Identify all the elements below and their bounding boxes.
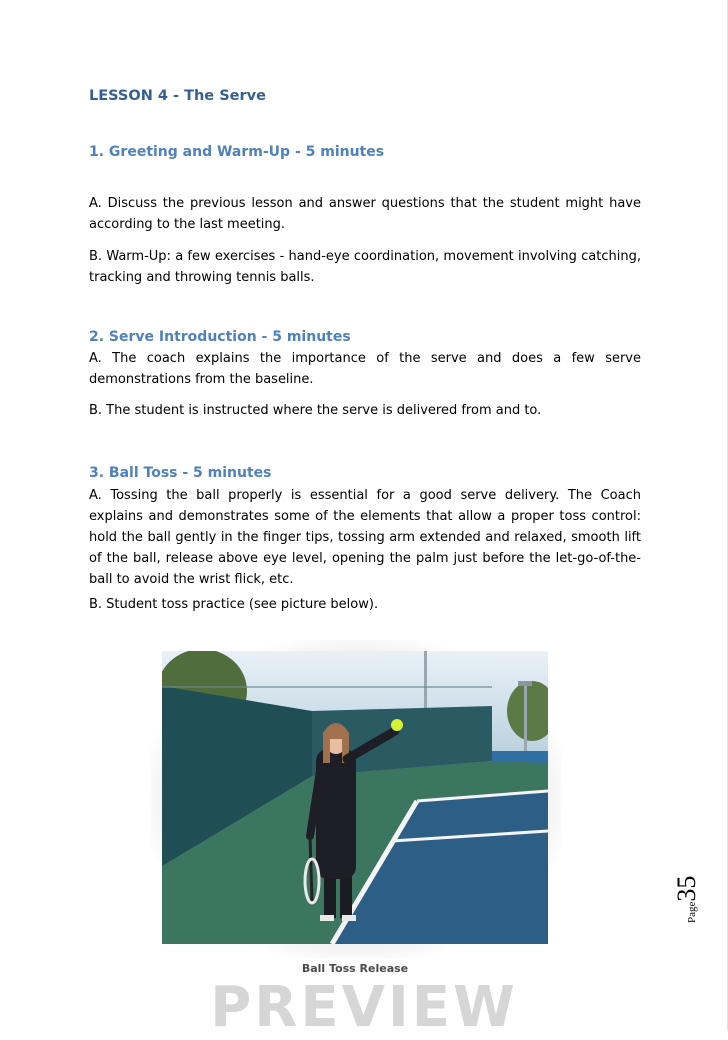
racket-handle: [310, 836, 312, 901]
section-1-paragraph-b: B. Warm-Up: a few exercises - hand-eye coordination, movement involving catching, tracking and throwing tennis balls.: [89, 249, 641, 285]
preview-watermark: PREVIEW: [210, 975, 518, 1040]
section-2-paragraph-a: A. The coach explains the importance of the serve and does a few serve demonstrations from the baseline.: [89, 351, 641, 387]
player-leg: [324, 876, 336, 918]
section-2-paragraph-b: B. The student is instructed where the serve is delivered from and to.: [89, 403, 542, 418]
page-number: [672, 853, 708, 923]
fence-rail: [162, 686, 492, 688]
ball-toss-photo: [162, 651, 548, 944]
shoe: [320, 915, 334, 921]
section-3-paragraph-b: B. Student toss practice (see picture below).: [89, 597, 379, 612]
photo-illustration: [162, 651, 548, 944]
section-1-paragraph-a: A. Discuss the previous lesson and answer questions that the student might have according to the last meeting.: [89, 196, 641, 232]
tennis-ball: [391, 719, 403, 731]
section-3-paragraph-a: A. Tossing the ball properly is essential for a good serve delivery. The Coach explains and demonstrates some of the elements that allow a proper toss control: hold the ball gently in the finger tips, tossing arm extended and relaxed, smooth lift of the ball, release above eye level, opening the palm just before the let-go-of-the-ball to avoid the wrist flick, etc.: [89, 488, 641, 587]
light-pole: [524, 681, 527, 761]
page-number-value: 35: [672, 875, 701, 902]
player-leg: [340, 876, 352, 918]
section-1-heading: 1. Greeting and Warm-Up - 5 minutes: [89, 144, 385, 160]
figure-caption: Ball Toss Release: [301, 962, 409, 975]
page-word: Page: [686, 901, 698, 923]
light-fixture: [518, 681, 532, 686]
lesson-title: LESSON 4 - The Serve: [89, 88, 266, 104]
shoe: [342, 915, 356, 921]
section-3-heading: 3. Ball Toss - 5 minutes: [89, 465, 272, 481]
section-2-heading: 2. Serve Introduction - 5 minutes: [89, 329, 351, 345]
